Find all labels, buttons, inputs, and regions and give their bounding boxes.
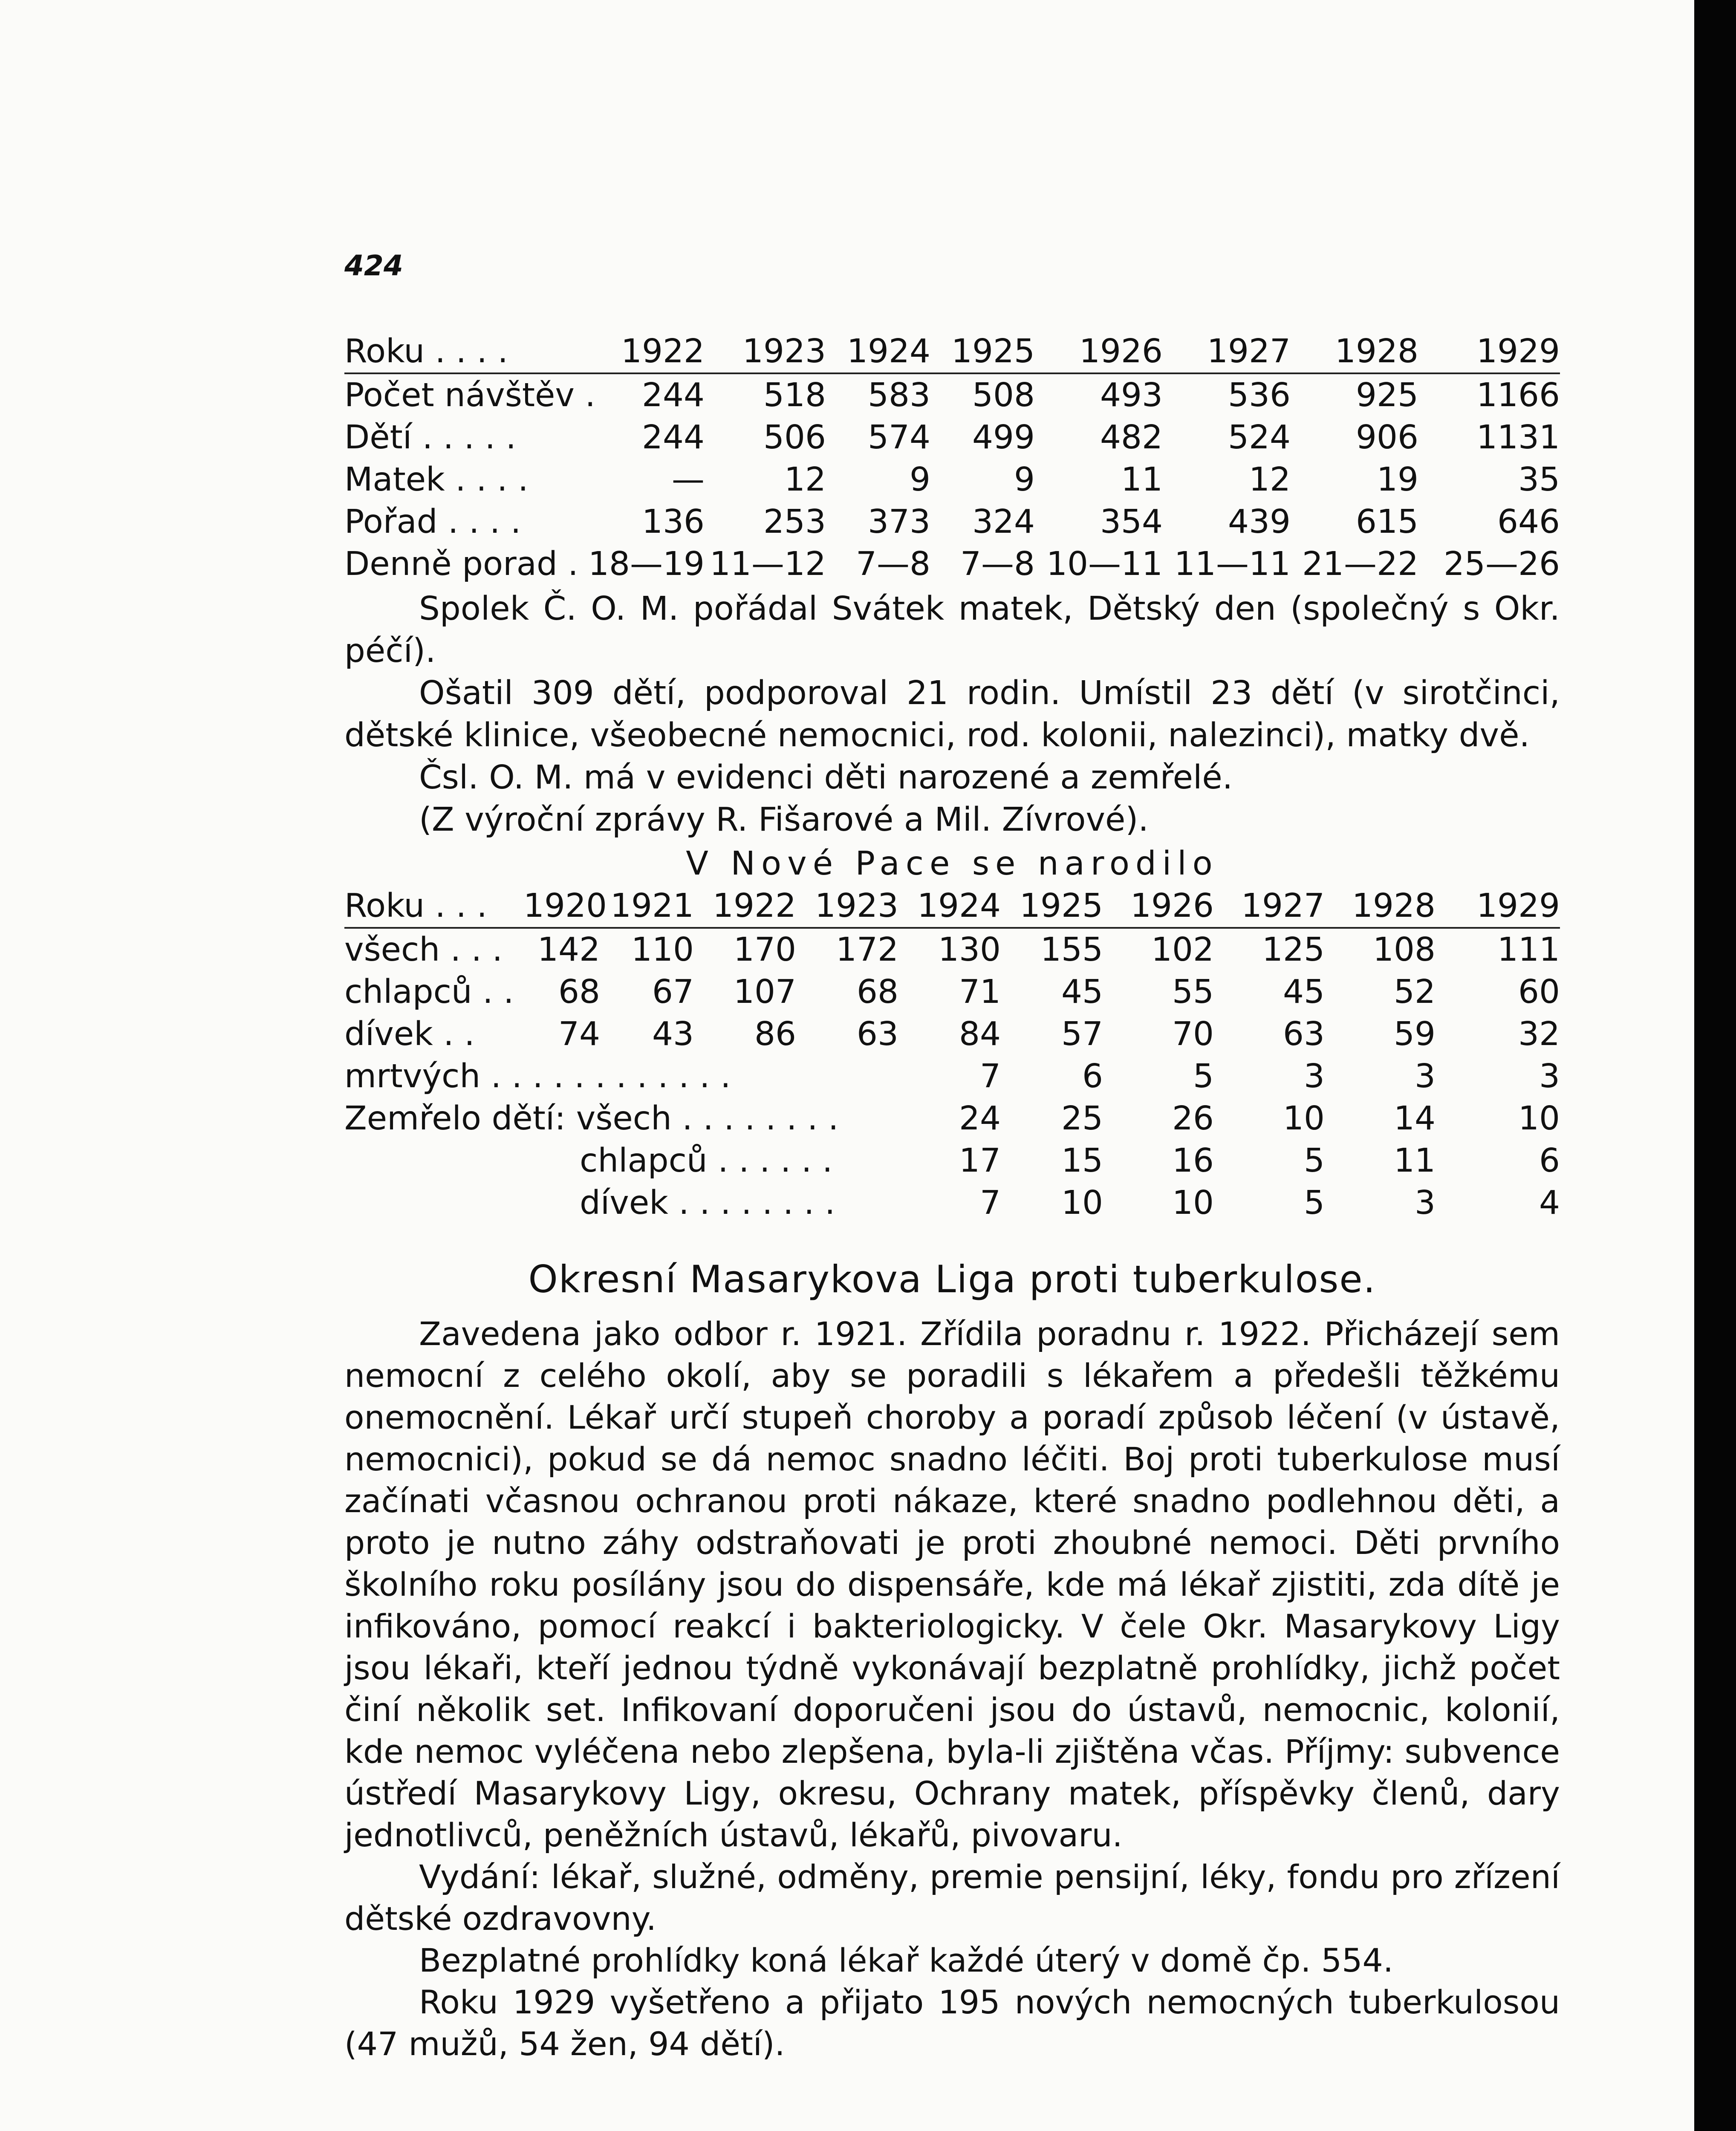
table-cell: 11	[1121, 461, 1163, 499]
table-cell: 45	[1061, 973, 1103, 1011]
paragraph: Vydání: lékař, služné, odměny, premie pensijní, léky, fondu pro zřízení dětské ozdravovny.	[344, 1858, 1560, 1938]
table-cell: 506	[763, 419, 826, 456]
table-cell: 615	[1356, 503, 1418, 541]
row-label: Počet návštěv .	[344, 376, 595, 414]
paragraph: Zavedena jako odbor r. 1921. Zřídila poradnu r. 1922. Přicházejí sem nemocní z celého okolí, aby se poradili s lékařem a předešli těžkému onemocnění. Lékař určí stupeň choroby a poradí způsob léčení (v ústavě, nemocnici), pokud se dá nemoc snadno léčiti. Boj proti tuberkulose musí začínati včasnou ochranou proti nákaze, které snadno podlehnou děti, a proto je nutno záhy odstraňovati je proti zhoubné nemoci. Děti prvního školního roku posílány jsou do dispensáře, kde má lékař zjistiti, zda dítě je infikováno, pomocí reakcí i bakteriologicky. V čele Okr. Masarykovy Ligy jsou lékaři, kteří jednou týdně vykonávají bezplatně prohlídky, jichž počet činí několik set. Infikovaní doporučeni jsou do ústavů, nemocnic, kolonií, kde nemoc vyléčena nebo zlepšena, byla-li zjištěna včas. Příjmy: subvence ústředí Masarykovy Ligy, okresu, Ochrany matek, příspěvky členů, dary jednotlivců, peněžních ústavů, lékařů, pivovaru.	[344, 1315, 1560, 1854]
row-label: chlapců . .	[344, 973, 514, 1011]
table-cell: 25—26	[1444, 545, 1560, 583]
table-cell: 11—11	[1174, 545, 1291, 583]
section-heading: Okresní Masarykova Liga proti tuberkulose.	[528, 1257, 1376, 1301]
table-cell: 324	[972, 503, 1035, 541]
table-cell: 11	[1394, 1142, 1436, 1180]
table-cell: 10	[1172, 1184, 1214, 1222]
table-header-cell: 1921	[600, 885, 694, 928]
table-header-cell: 1929	[1418, 330, 1560, 373]
paragraph: Ošatil 309 dětí, podporoval 21 rodin. Umístil 23 dětí (v sirotčinci, dětské klinice, všeobecné nemocnici, rod. kolonii, nalezinci), matky dvě.	[344, 674, 1560, 754]
table-cell: 12	[1249, 461, 1291, 499]
paragraph: Čsl. O. M. má v evidenci děti narozené a zemřelé.	[419, 759, 1233, 797]
table-cell: 14	[1394, 1100, 1436, 1138]
table-cell: 155	[1040, 931, 1103, 969]
table-cell: 67	[652, 973, 694, 1011]
table-cell: 43	[652, 1015, 694, 1053]
table-cell: 57	[1061, 1015, 1103, 1053]
table-cell: 25	[1061, 1100, 1103, 1138]
table-cell: 12	[784, 461, 826, 499]
table-cell: 84	[959, 1015, 1001, 1053]
table-cell: 6	[1082, 1057, 1103, 1095]
births-table	[344, 885, 1560, 1224]
table-cell: 136	[642, 503, 705, 541]
row-label: dívek . .	[344, 1015, 475, 1053]
table-row	[344, 1140, 1560, 1182]
paragraph: (Z výroční zprávy R. Fišarové a Mil. Zívrové).	[419, 801, 1149, 839]
table-cell: 21—22	[1302, 545, 1418, 583]
table-row	[344, 1097, 1560, 1140]
table-cell: 142	[537, 931, 600, 969]
row-label: Matek . . . .	[344, 461, 529, 499]
table-cell: 71	[959, 973, 1001, 1011]
table-header-cell: 1920	[523, 885, 600, 928]
table-cell: 925	[1356, 376, 1418, 414]
table-header-cell: 1923	[796, 885, 898, 928]
table-cell: 68	[857, 973, 898, 1011]
row-label: Zemřelo dětí: všech . . . . . . . .	[344, 1100, 839, 1138]
table-cell: 536	[1228, 376, 1291, 414]
table-header-cell: 1927	[1214, 885, 1325, 928]
table-cell: 5	[1304, 1142, 1325, 1180]
table-cell: 10	[1283, 1100, 1325, 1138]
table-header-cell: 1925	[930, 330, 1035, 373]
table-cell: 32	[1518, 1015, 1560, 1053]
table-row	[344, 501, 1560, 543]
table-cell: 1166	[1476, 376, 1560, 414]
table-cell: 10	[1061, 1184, 1103, 1222]
table-row	[344, 971, 1560, 1013]
table-cell: 373	[868, 503, 930, 541]
table-header-cell: 1922	[694, 885, 796, 928]
table-cell: —	[672, 461, 705, 499]
table-cell: 583	[868, 376, 930, 414]
table-cell: 60	[1518, 973, 1560, 1011]
table-cell: 4	[1539, 1184, 1560, 1222]
visits-table	[344, 330, 1560, 585]
row-label: Denně porad .	[344, 545, 578, 583]
table-cell: 7	[980, 1184, 1001, 1222]
row-label: dívek . . . . . . . .	[580, 1184, 835, 1222]
table-cell: 3	[1415, 1057, 1436, 1095]
table-cell: 253	[763, 503, 826, 541]
table-cell: 130	[938, 931, 1001, 969]
table-cell: 1131	[1476, 419, 1560, 456]
table-cell: 10	[1518, 1100, 1560, 1138]
table-cell: 7	[980, 1057, 1001, 1095]
table-cell: 10—11	[1046, 545, 1163, 583]
table-row	[344, 1013, 1560, 1055]
table-row	[344, 373, 1560, 416]
table-header-cell: 1929	[1436, 885, 1560, 928]
table-cell: 482	[1100, 419, 1163, 456]
table-cell: 35	[1518, 461, 1560, 499]
table-header-row	[344, 885, 1560, 928]
row-label: chlapců . . . . . .	[580, 1142, 833, 1180]
table-header-cell: 1923	[705, 330, 826, 373]
section-body	[344, 1313, 1560, 2065]
table-header-cell: Roku . . .	[344, 885, 523, 928]
table-cell: 59	[1394, 1015, 1436, 1053]
table-cell: 646	[1497, 503, 1560, 541]
row-label: mrtvých . . . . . . . . . . . .	[344, 1057, 731, 1095]
table-cell: 9	[1014, 461, 1035, 499]
table-cell: 6	[1539, 1142, 1560, 1180]
births-caption: V Nové Pace se narodilo	[686, 845, 1219, 883]
table-cell: 244	[642, 376, 705, 414]
table-cell: 574	[868, 419, 930, 456]
table-cell: 15	[1061, 1142, 1103, 1180]
paragraph: Spolek Č. O. M. pořádal Svátek matek, Dětský den (společný s Okr. péčí).	[344, 590, 1560, 670]
table-cell: 24	[959, 1100, 1001, 1138]
table-cell: 7—8	[960, 545, 1035, 583]
table-row	[344, 1182, 1560, 1224]
table-header-cell: 1928	[1325, 885, 1436, 928]
table-cell: 172	[836, 931, 898, 969]
table-header-cell: 1924	[826, 330, 930, 373]
table-cell: 906	[1356, 419, 1418, 456]
table-header-cell: 1924	[898, 885, 1001, 928]
table-cell: 3	[1304, 1057, 1325, 1095]
table-row	[344, 459, 1560, 501]
page-content	[344, 330, 1560, 2065]
table-cell: 63	[857, 1015, 898, 1053]
row-label: všech . . .	[344, 931, 503, 969]
table-cell: 493	[1100, 376, 1163, 414]
table-cell: 518	[763, 376, 826, 414]
table-cell: 111	[1497, 931, 1560, 969]
table-cell: 55	[1172, 973, 1214, 1011]
paragraph: Bezplatné prohlídky koná lékař každé úterý v domě čp. 554.	[419, 1941, 1394, 1979]
table-cell: 439	[1228, 503, 1291, 541]
table-cell: 9	[910, 461, 930, 499]
table-cell: 3	[1539, 1057, 1560, 1095]
table-cell: 5	[1193, 1057, 1214, 1095]
table-cell: 63	[1283, 1015, 1325, 1053]
page-number: 424	[344, 249, 403, 282]
table-cell: 18—19	[588, 545, 705, 583]
table-header-cell: 1925	[1001, 885, 1103, 928]
table-cell: 170	[734, 931, 796, 969]
table-header-cell: Roku . . . .	[344, 330, 583, 373]
table-header-cell: 1926	[1035, 330, 1163, 373]
table-cell: 7—8	[856, 545, 930, 583]
table-cell: 108	[1373, 931, 1436, 969]
table-cell: 499	[972, 419, 1035, 456]
row-label: Dětí . . . . .	[344, 419, 517, 456]
table-cell: 45	[1283, 973, 1325, 1011]
table-cell: 74	[558, 1015, 600, 1053]
table-cell: 16	[1172, 1142, 1214, 1180]
table-header-cell: 1922	[583, 330, 705, 373]
table-header-cell: 1927	[1163, 330, 1291, 373]
table-cell: 354	[1100, 503, 1163, 541]
report-paragraphs	[344, 588, 1560, 841]
table-cell: 524	[1228, 419, 1291, 456]
table-header-cell: 1926	[1103, 885, 1214, 928]
table-cell: 5	[1304, 1184, 1325, 1222]
table-row	[344, 928, 1560, 971]
scan-edge	[1694, 0, 1736, 2131]
table-cell: 125	[1262, 931, 1325, 969]
table-row	[344, 416, 1560, 459]
table-cell: 102	[1151, 931, 1214, 969]
table-header-cell: 1928	[1291, 330, 1418, 373]
row-label: Pořad . . . .	[344, 503, 521, 541]
table-cell: 86	[754, 1015, 796, 1053]
table-cell: 11—12	[710, 545, 826, 583]
table-row	[344, 543, 1560, 585]
paragraph: Roku 1929 vyšetřeno a přijato 195 nových nemocných tuberkulosou (47 mužů, 54 žen, 94 dětí).	[344, 1983, 1560, 2063]
table-cell: 70	[1172, 1015, 1214, 1053]
table-cell: 17	[959, 1142, 1001, 1180]
table-cell: 26	[1172, 1100, 1214, 1138]
table-cell: 244	[642, 419, 705, 456]
table-cell: 19	[1377, 461, 1418, 499]
table-cell: 52	[1394, 973, 1436, 1011]
table-row	[344, 1055, 1560, 1097]
table-cell: 107	[734, 973, 796, 1011]
table-cell: 68	[558, 973, 600, 1011]
table-cell: 508	[972, 376, 1035, 414]
table-header-row	[344, 330, 1560, 373]
table-cell: 3	[1415, 1184, 1436, 1222]
table-cell: 110	[631, 931, 694, 969]
